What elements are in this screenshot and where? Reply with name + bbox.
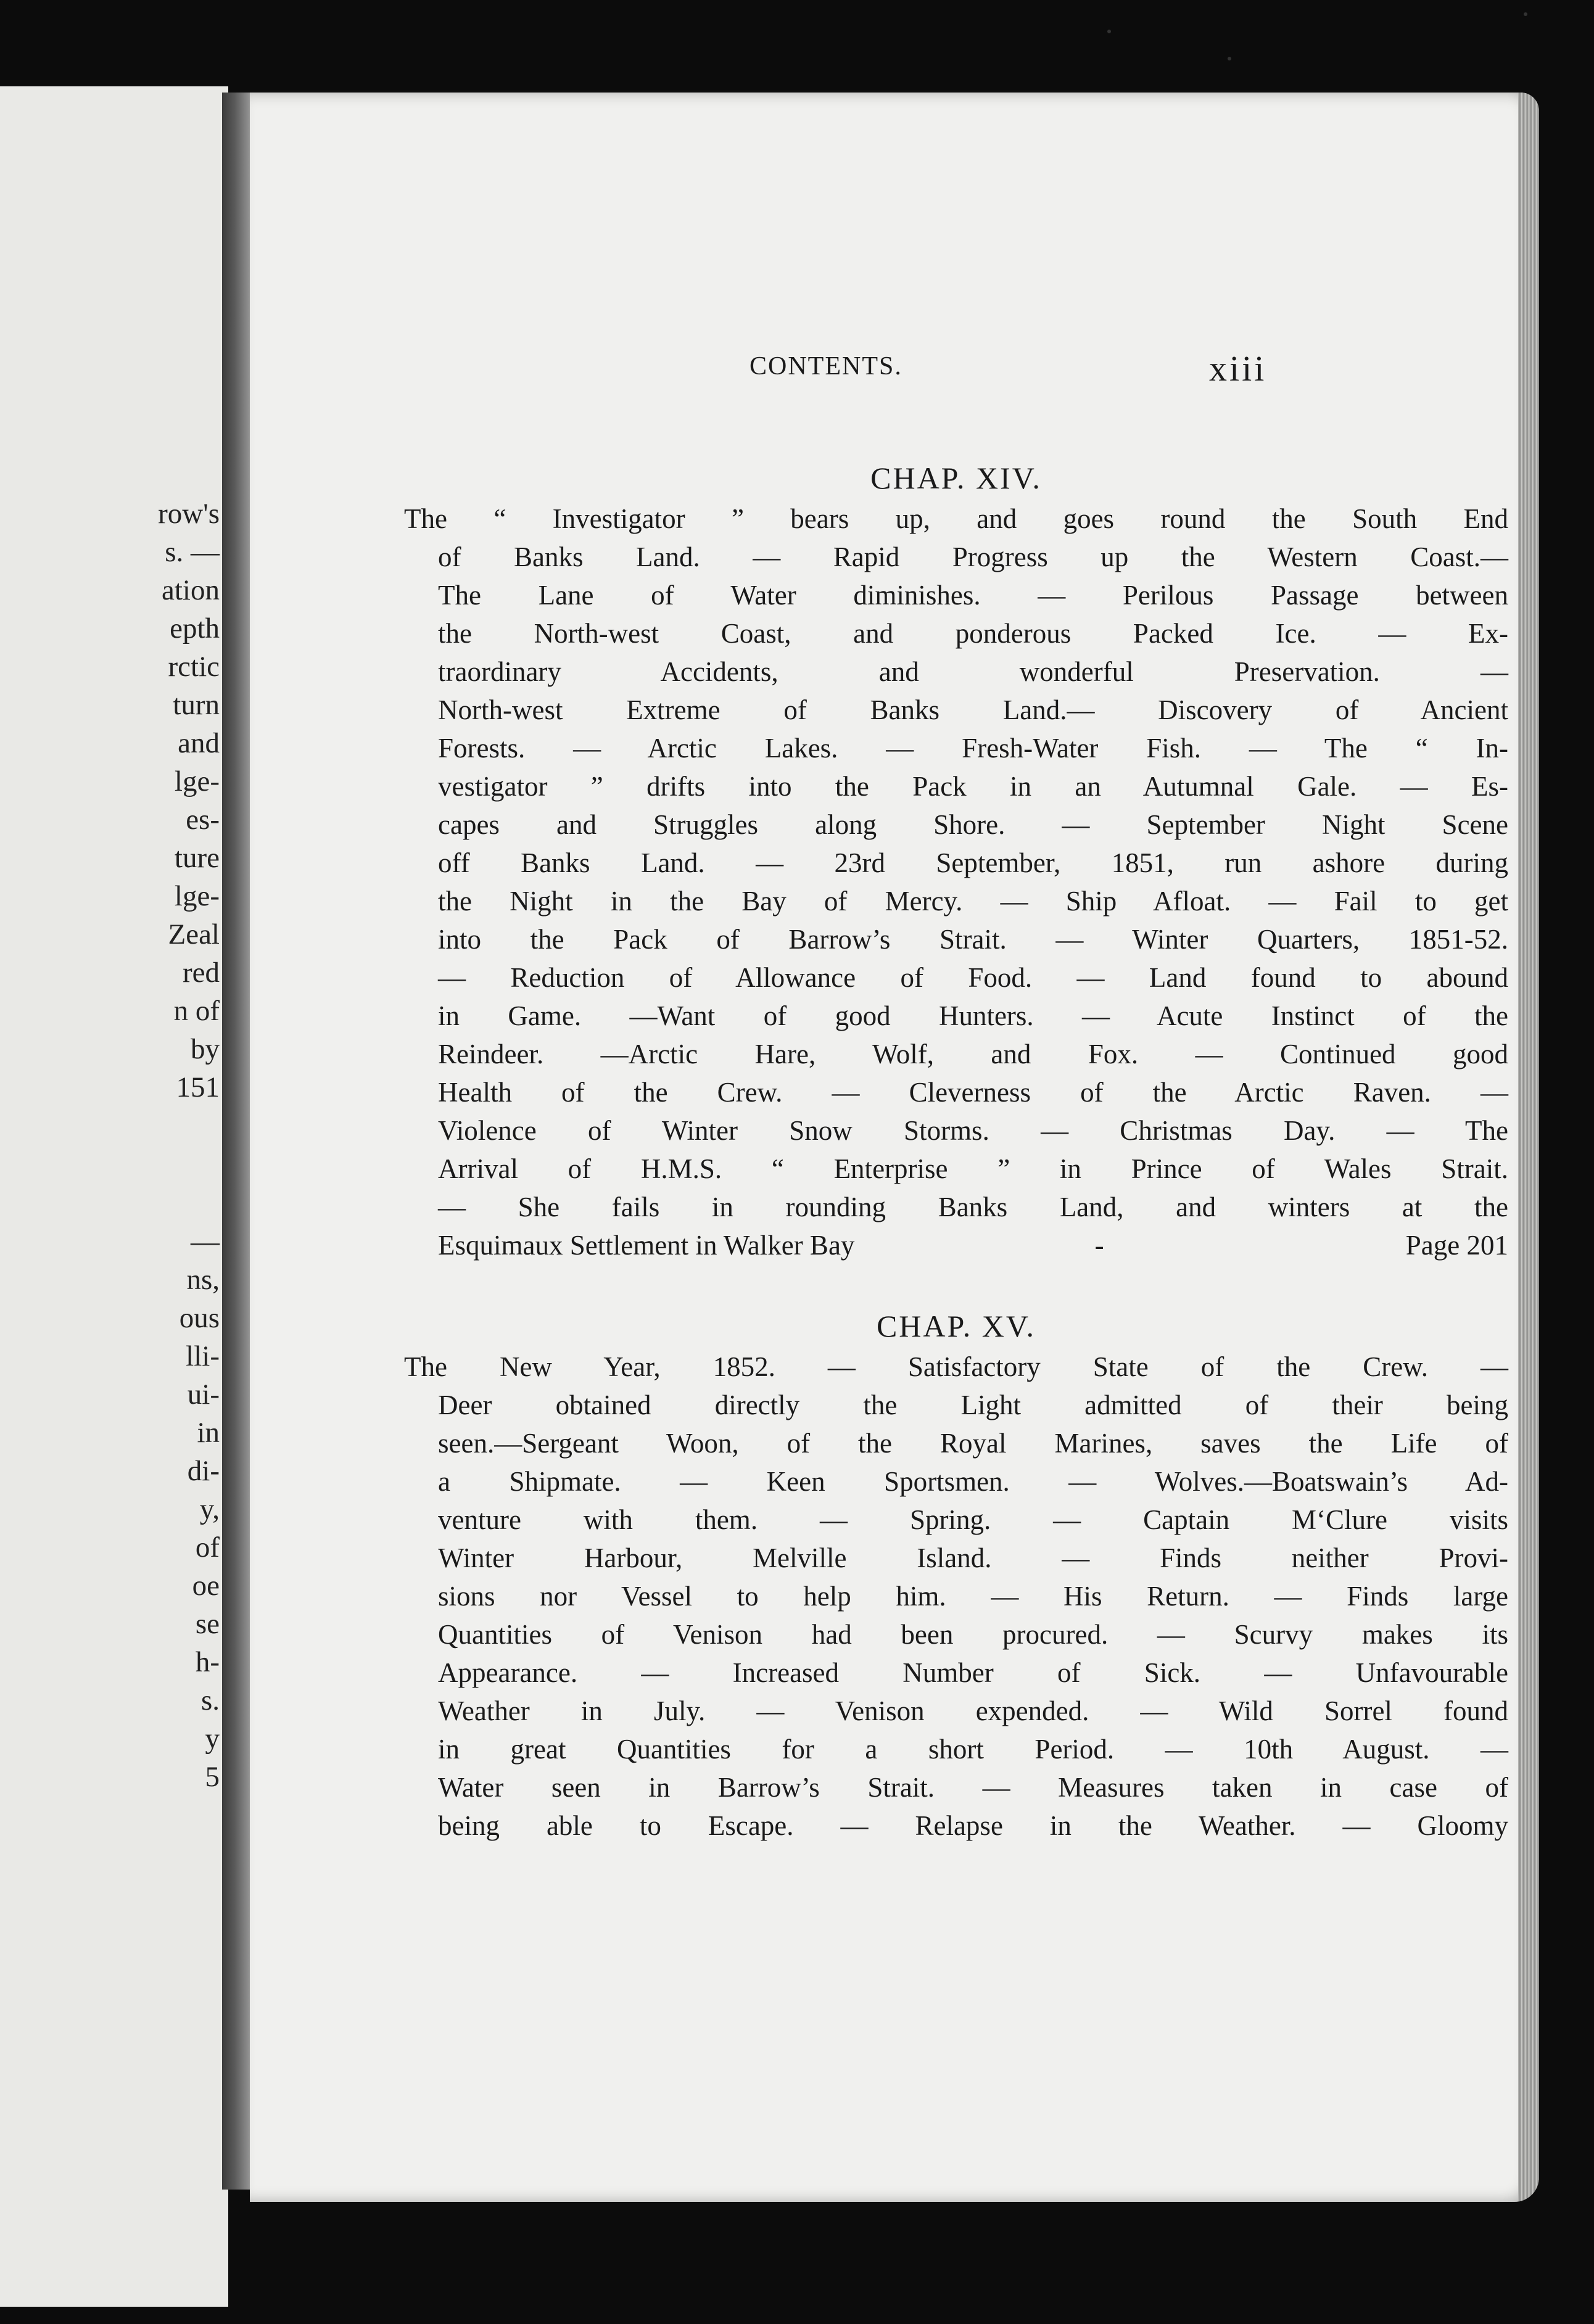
summary-line: Appearance. — Increased Number of Sick. — Unfavourable [438,1657,1508,1688]
dust-speck [1107,30,1111,33]
summary-final-line [404,1226,1508,1264]
left-page-text-fragment: s. — [165,536,220,568]
left-page-text-fragment: of [195,1531,220,1564]
left-page-text-fragment: Zeal [168,918,220,950]
summary-line: venture with them. — Spring. — Captain M‘Clure visits [438,1504,1508,1535]
left-page-text-fragment: — [191,1226,220,1258]
summary-line: seen.—Sergeant Woon, of the Royal Marines, saves the Life of [438,1428,1508,1459]
left-page-text-fragment: row's [158,498,220,530]
left-page-text-fragment: y, [199,1493,220,1525]
summary-line: the North-west Coast, and ponderous Packed Ice. — Ex- [438,618,1508,649]
summary-line: Arrival of H.M.S. “ Enterprise ” in Prince of Wales Strait. [438,1153,1508,1184]
chapter-summary [404,500,1508,1264]
summary-line: Quantities of Venison had been procured. — Scurvy makes its [438,1619,1508,1650]
left-page-text-fragment: turn [173,689,220,721]
summary-line: — Reduction of Allowance of Food. — Land found to abound [438,962,1508,993]
summary-line: Weather in July. — Venison expended. — Wild Sorrel found [438,1696,1508,1726]
left-page-text-fragment: lge- [174,765,220,797]
left-page-text-fragment: h- [195,1646,220,1678]
left-page-text-fragment: di- [187,1455,220,1487]
left-page-text-fragment: 5 [205,1761,220,1793]
summary-line-text: Esquimaux Settlement in Walker Bay [438,1230,855,1261]
left-page-text-fragment: y [205,1723,220,1755]
summary-line: being able to Escape. — Relapse in the Weather. — Gloomy [438,1810,1508,1841]
chapter-heading: CHAP. XIV. [870,461,1042,495]
left-page-text-fragment: red [182,957,220,989]
summary-line: sions nor Vessel to help him. — His Return. — Finds large [438,1581,1508,1612]
summary-line: traordinary Accidents, and wonderful Preservation. — [438,656,1508,687]
page-reference: Page 201 [1405,1230,1508,1261]
left-page-text-fragment: es- [186,804,220,836]
summary-line: capes and Struggles along Shore. — September Night Scene [438,809,1508,840]
page-number: xiii [1209,348,1267,389]
left-page-text-fragment: ns, [186,1264,220,1296]
chapter-xiv [404,456,1508,1264]
summary-line: Deer obtained directly the Light admitted of their being [438,1390,1508,1420]
left-page-fragment [0,86,228,2307]
left-page-text-fragment: lge- [174,880,220,912]
chapter-summary [404,1348,1508,1845]
chapter-heading: CHAP. XV. [876,1309,1036,1343]
left-page-text-fragment: ui- [187,1378,220,1411]
page-edge [1518,93,1539,2202]
summary-line: Forests. — Arctic Lakes. — Fresh-Water Fish. — The “ In- [438,733,1508,764]
left-page-text-fragment: ation [162,574,220,606]
contents-page [250,93,1539,2202]
summary-line: — She fails in rounding Banks Land, and winters at the [438,1192,1508,1222]
summary-line: vestigator ” drifts into the Pack in an Autumnal Gale. — Es- [438,771,1508,802]
summary-line: the Night in the Bay of Mercy. — Ship Afloat. — Fail to get [438,886,1508,917]
left-page-text-fragment: ture [174,842,220,874]
summary-line: Violence of Winter Snow Storms. — Christmas Day. — The [438,1115,1508,1146]
summary-line: The “ Investigator ” bears up, and goes round the South End [404,503,1508,534]
left-page-text-fragment: oe [192,1570,220,1602]
summary-line: Winter Harbour, Melville Island. — Finds neither Provi- [438,1543,1508,1573]
chapter-xv [404,1304,1508,1845]
left-page-text-fragment: by [191,1033,220,1065]
left-page-text-fragment: epth [170,612,220,645]
summary-line: into the Pack of Barrow’s Strait. — Winter Quarters, 1851-52. [438,924,1508,955]
dust-speck [1228,57,1231,60]
summary-line: Health of the Crew. — Cleverness of the Arctic Raven. — [438,1077,1508,1108]
left-page-text-fragment: s. [200,1684,220,1716]
left-page-text-fragment: and [178,727,220,759]
left-page-text-fragment: in [197,1417,220,1449]
left-page-text-fragment: se [195,1608,220,1640]
summary-line: in great Quantities for a short Period. — 10th August. — [438,1734,1508,1765]
left-page-text-fragment: lli- [186,1340,220,1372]
summary-line: Water seen in Barrow’s Strait. — Measures taken in case of [438,1772,1508,1803]
summary-line: off Banks Land. — 23rd September, 1851, run ashore during [438,847,1508,878]
summary-line: Reindeer. —Arctic Hare, Wolf, and Fox. — Continued good [438,1039,1508,1069]
summary-line: North-west Extreme of Banks Land.— Discovery of Ancient [438,694,1508,725]
dust-speck [1524,12,1527,16]
left-page-text-fragment: 151 [176,1071,220,1103]
running-title: CONTENTS. [750,352,902,381]
summary-line: of Banks Land. — Rapid Progress up the Western Coast.— [438,542,1508,572]
left-page-text-fragment: rctic [168,651,220,683]
summary-line: The New Year, 1852. — Satisfactory State of the Crew. — [404,1351,1508,1382]
summary-line: in Game. —Want of good Hunters. — Acute Instinct of the [438,1000,1508,1031]
left-page-text-fragment: ous [179,1302,220,1334]
leader-dash: - [1094,1230,1104,1261]
summary-line: a Shipmate. — Keen Sportsmen. — Wolves.—Boatswain’s Ad- [438,1466,1508,1497]
page-header [250,348,1539,395]
summary-line: The Lane of Water diminishes. — Perilous Passage between [438,580,1508,611]
left-page-text-fragment: n of [173,995,220,1027]
